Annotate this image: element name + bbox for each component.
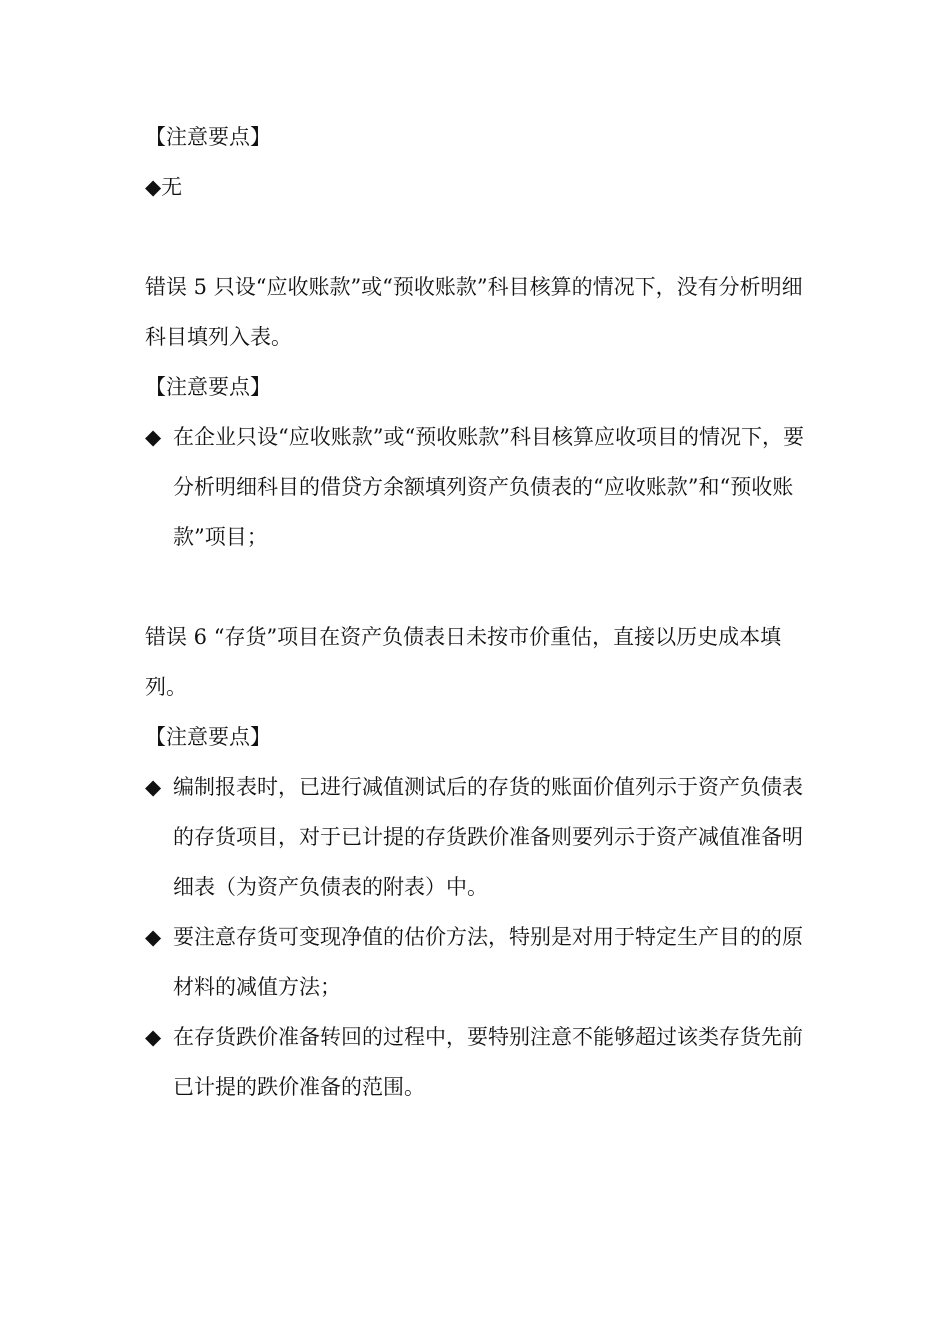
diamond-bullet-icon: ◆	[145, 925, 162, 949]
diamond-bullet-icon: ◆	[145, 775, 162, 799]
note-item: ◆无	[145, 175, 183, 199]
error-5-title: 错误 5 只设“应收账款”或“预收账款”科目核算的情况下，没有分析明细科目填列入表。	[145, 275, 803, 349]
note-heading: 【注意要点】	[145, 375, 271, 399]
note-heading: 【注意要点】	[145, 125, 271, 149]
diamond-bullet-icon: ◆	[145, 1025, 162, 1049]
list-item	[145, 1012, 810, 1112]
list-item	[145, 912, 810, 1012]
diamond-bullet-icon: ◆	[145, 425, 162, 449]
bullet-text: 在存货跌价准备转回的过程中，要特别注意不能够超过该类存货先前已计提的跌价准备的范围。	[173, 1025, 803, 1099]
error-6-title: 错误 6 “存货”项目在资产负债表日未按市价重估，直接以历史成本填列。	[145, 625, 782, 699]
bullet-text: 要注意存货可变现净值的估价方法，特别是对用于特定生产目的的原材料的减值方法；	[173, 925, 803, 999]
bullet-text: 编制报表时，已进行减值测试后的存货的账面价值列示于资产负债表的存货项目，对于已计提的存货跌价准备则要列示于资产减值准备明细表（为资产负债表的附表）中。	[173, 775, 803, 899]
spacer	[145, 212, 810, 262]
list-item	[145, 412, 810, 562]
document-body	[145, 112, 810, 1112]
bullet-text: 在企业只设“应收账款”或“预收账款”科目核算应收项目的情况下，要分析明细科目的借贷方余额填列资产负债表的“应收账款”和“预收账款”项目；	[173, 425, 804, 549]
note-heading: 【注意要点】	[145, 725, 271, 749]
spacer	[145, 562, 810, 612]
list-item	[145, 762, 810, 912]
